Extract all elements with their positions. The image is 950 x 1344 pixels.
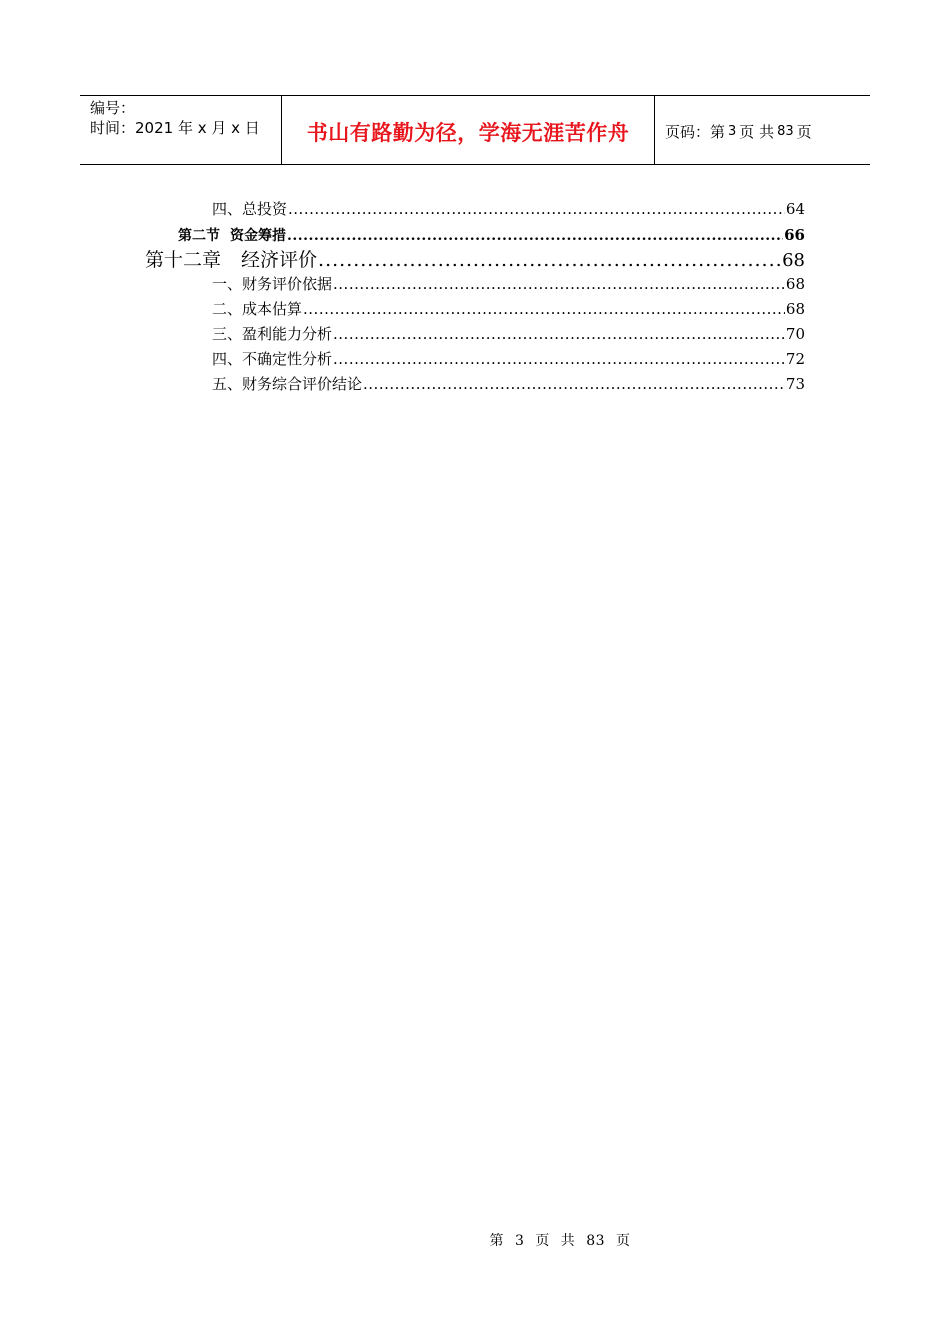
- toc-entry-page: 73: [785, 375, 805, 393]
- toc-leader-dots: [333, 274, 785, 294]
- toc-leader-dots: [303, 299, 785, 319]
- header-meta: [80, 96, 282, 164]
- page-header: [80, 95, 870, 165]
- toc-entry-label: 第十二章: [145, 249, 222, 271]
- toc-entry-profitability[interactable]: [212, 324, 805, 344]
- toc-leader-dots: [333, 349, 785, 369]
- toc-entry-label: 四、不确定性分析: [212, 350, 333, 368]
- footer-total-pages: 83: [586, 1233, 606, 1249]
- page-footer: [0, 1230, 950, 1250]
- toc-leader-dots: [288, 199, 785, 219]
- toc-entry-label: 四、总投资: [212, 200, 288, 218]
- page-suffix: 页: [796, 122, 812, 141]
- toc-leader-dots: [287, 226, 783, 246]
- page-mid: 页 共: [739, 122, 775, 141]
- toc-entry-uncertainty[interactable]: [212, 349, 805, 369]
- footer-ye: 页: [535, 1233, 550, 1249]
- footer-gong: 共: [560, 1233, 576, 1249]
- toc-entry-label: 资金筹措: [230, 228, 286, 244]
- toc-entry-page: 72: [785, 350, 805, 368]
- footer-ye: 页: [616, 1233, 631, 1249]
- page-total: 83: [777, 123, 794, 139]
- toc-leader-dots: [333, 324, 785, 344]
- toc-entry-label: 五、财务综合评价结论: [212, 375, 363, 393]
- toc-entry-financial-basis[interactable]: [212, 274, 805, 294]
- toc-entry-label: 第二节: [178, 228, 220, 244]
- toc-entry-cost-estimate[interactable]: [212, 299, 805, 319]
- toc-entry-label: 三、盈利能力分析: [212, 325, 333, 343]
- toc-entry-page: 68: [785, 300, 805, 318]
- header-motto: 书山有路勤为径，学海无涯苦作舟: [306, 121, 630, 145]
- header-page-info: [655, 96, 870, 164]
- toc-entry-page: 70: [785, 325, 805, 343]
- toc-entry-label: 二、成本估算: [212, 300, 303, 318]
- toc-entry-page: 68: [782, 250, 805, 271]
- toc-entry-page: 66: [784, 226, 805, 244]
- toc-entry-total-investment[interactable]: [212, 199, 805, 219]
- document-time-label: 时间：2021 年 x 月 x 日: [90, 119, 260, 137]
- footer-di: 第: [489, 1233, 504, 1249]
- header-motto-cell: [282, 96, 655, 164]
- toc-entry-page: 64: [785, 200, 805, 218]
- toc-leader-dots: [318, 248, 781, 272]
- toc-entry-page: 68: [785, 275, 805, 293]
- toc-entry-section-2[interactable]: [178, 225, 805, 246]
- page-prefix: 页码：第: [665, 122, 726, 141]
- footer-current-page: 3: [514, 1233, 525, 1249]
- toc-entry-chapter-12[interactable]: [145, 248, 805, 273]
- document-number-label: 编号：: [90, 99, 136, 117]
- toc-leader-dots: [363, 374, 785, 394]
- page-current: 3: [728, 123, 737, 139]
- toc-entry-conclusion[interactable]: [212, 374, 805, 394]
- toc-entry-label: 一、财务评价依据: [212, 275, 333, 293]
- toc-entry-label: 经济评价: [241, 249, 318, 271]
